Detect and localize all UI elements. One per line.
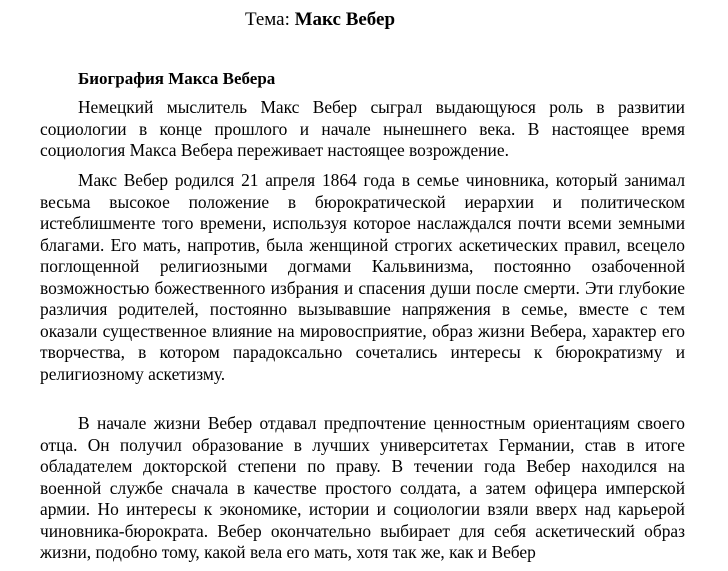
topic-label: Тема: <box>244 9 290 30</box>
section-heading: Биография Макса Вебера <box>78 69 276 88</box>
paragraph-early-life: В начале жизни Вебер отдавал предпочтение ценностным ориентациям своего отца. Он получил образование в лучших университетах Германии, став в итоге обладателем докторской степени по праву. В течении года Вебер находился на военной службе сначала в качестве простого солдата, а затем офицера имперской армии. Но интересы к экономике, истории и социологии взяли вверх над карьерой чиновника-бюрократа. Вебер окончательно выбирает для себя аскетический образ жизни, подобно тому, какой вела его мать, хотя так же, как и Вебер <box>40 413 685 562</box>
topic-value: Макс Вебер <box>294 9 396 30</box>
paragraph-intro: Немецкий мыслитель Макс Вебер сыграл выдающуюся роль в развитии социологии в конце прошлого и начале нынешнего века. В настоящее время социология Макса Вебера переживает настоящее возрождение. <box>40 97 685 160</box>
paragraph-birth: Макс Вебер родился 21 апреля 1864 года в семье чиновника, который занимал весьма высокое положение в бюрократической иерархии и политическом истеблишменте того времени, используя которое наслаждался почти всеми земными благами. Его мать, напротив, была женщиной строгих аскетических правил, всецело поглощенной религиозными догмами Кальвинизма, постоянно озабоченной возможностью божественного избрания и спасения души после смерти. Эти глубокие различия родителей, постоянно вызывавшие напряжения в семье, вместе с тем оказали существенное влияние на мировосприятие, образ жизни Вебера, характер его творчества, в котором парадоксально сочетались интересы к бюрократизму и религиозному аскетизму. <box>40 170 685 384</box>
document-page <box>40 0 685 571</box>
